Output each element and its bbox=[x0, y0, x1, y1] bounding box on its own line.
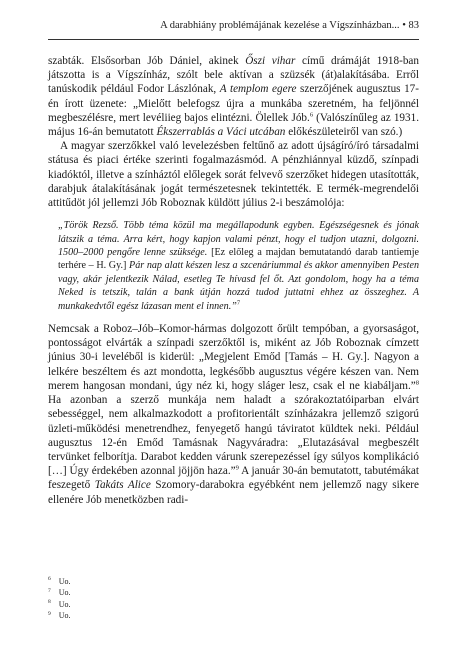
footnote-number: 7 bbox=[48, 587, 51, 594]
footnote-ref: 6 bbox=[309, 111, 314, 119]
footnote bbox=[48, 599, 248, 610]
running-header bbox=[48, 20, 419, 31]
italic-run: Őszi vihar bbox=[245, 55, 296, 67]
footnote-ref: 8 bbox=[415, 379, 419, 387]
footnote-ref: 9 bbox=[235, 464, 239, 472]
text-run: szerzőjének augusztus 17-én írott üzenete: „Mielőtt belefogsz újra a munkába szeretném, ha feljönnél megbeszélésre, mert levéliieg bajos elintézni. Ölellek Jób. bbox=[48, 83, 419, 124]
footnote bbox=[48, 576, 248, 587]
paragraph bbox=[48, 139, 419, 210]
text-run: A január 30-án bemutatott, tabutémákat feszegető bbox=[48, 465, 419, 492]
running-title: A darabhiány problémájának kezelése a Vígszínházban... bbox=[160, 20, 400, 31]
text-run: szabták. Elsősorban Jób Dániel, akinek bbox=[48, 55, 246, 67]
text-run: előkészületeiről van szó.) bbox=[285, 126, 403, 139]
page-number: 83 bbox=[408, 20, 419, 31]
text-run: Ha azonban a szerző munkája nem haladt a szórakoztatóiparban elvárt sebességgel, nem alkalmazkodott a profitorientált színházakra jellemző szigorú üzleti-működési menetrendhez, fenyegető hangú táviratot küldtek neki. Például augusztus 12-én Emőd Tamásnak Nagyváradra: „Elutazásával megbeszélt tervünket felborítja. Darabot kedden várunk szerepezéssel így súlyos komplikáció […] Úgy érdekében azonnal jöjjön haza.” bbox=[48, 394, 419, 478]
footnote-text: Uo. bbox=[58, 577, 71, 586]
header-rule bbox=[48, 39, 419, 40]
paragraph bbox=[48, 54, 419, 139]
footnote-number: 8 bbox=[48, 599, 51, 606]
footnote-number: 9 bbox=[48, 610, 51, 617]
footnotes bbox=[48, 576, 248, 622]
text-run: A magyar szerzőkkel való levelezésben feltűnő az adott újságíró/író társadalmi státusa és piaci értéke szerinti fogalmazásmód. A pénzhiánnyal küzdő, színpadi kiadóktól, illetve a színháztól előlegek sorát felvevő szerzőket hidegen utasították, darabjuk átalakításának jogát természetesnek tekintették. E termék-megrendelői attitűdöt jól jellemzi Jób Roboznak küldött július 2-i beszámolója: bbox=[48, 140, 419, 210]
body-text bbox=[48, 54, 419, 507]
footnote-text: Uo. bbox=[58, 599, 71, 609]
italic-run: A templom egere bbox=[219, 83, 297, 96]
italic-run: Ékszerrablás a Váci utcában bbox=[156, 126, 286, 139]
text-run: című drámáját 1918-ban játszotta is a Vígszínház, szólt bele aktívan a szüzsék (át)alakításába. Erről tanúskodik például Fodor Lászlónak, bbox=[48, 55, 419, 96]
footnote-ref: 7 bbox=[236, 299, 241, 307]
text-run: [Ez előleg a majdan bemutatandó darab tantiemje terhére – H. Gy.] bbox=[58, 247, 419, 272]
italic-run: Takáts Alice bbox=[94, 479, 151, 492]
header-separator: • bbox=[402, 20, 406, 31]
footnote bbox=[48, 610, 248, 621]
footnote-number: 6 bbox=[48, 576, 51, 583]
text-run: Szomory-darabokra egyébként nem jellemző nagy sikere ellenére Jób menetközben radi- bbox=[48, 479, 419, 506]
footnote bbox=[48, 587, 248, 598]
footnote-text: Uo. bbox=[58, 588, 71, 598]
italic-run: „Török Rezső. Több téma közül ma megállapodunk egyben. Egészségesnek és jónak látszik a téma. Arra kért, hogy kapjon valami pénzt, hogy el tudjon utazni, dolgozni. 1500–2000 pengőre lenne szüksége. bbox=[58, 220, 419, 259]
text-run: Nemcsak a Roboz–Jób–Komor-hármas dolgozott őrült tempóban, a gyorsaságot, pontosságot elvárták a színpadi szerzőktől is, miként az Jób Roboznak címzett június 30-i leveléből is kiderül: „Megjelent Emőd [Tamás – H. Gy.]. Nagyon a lelkére beszéltem és azt mondotta, legkésőbb augusztus végére készen van. Nem merem hangosan mondani, úgy néz ki, hogy sláger lesz, csak el ne kiabáljam.” bbox=[48, 323, 419, 392]
block-quote bbox=[58, 219, 419, 313]
paragraph bbox=[48, 322, 419, 507]
italic-run: Pár nap alatt készen lesz a szcenáriummal és akkor amennyiben Pesten vagy, akár jelentkezik Nálad, esetleg Te hívasd fel őt. Azt gondolom, hogy ha a téma Neked is tetszik, talán a bank útján hozzá tudod juttatni ehhez az összeghez. A munkakedvtől egész lázasan ment el innen.” bbox=[58, 260, 420, 312]
footnote-text: Uo. bbox=[58, 611, 71, 621]
text-run: (Valószínűleg az 1931. május 16-án bemutatott bbox=[48, 111, 419, 139]
